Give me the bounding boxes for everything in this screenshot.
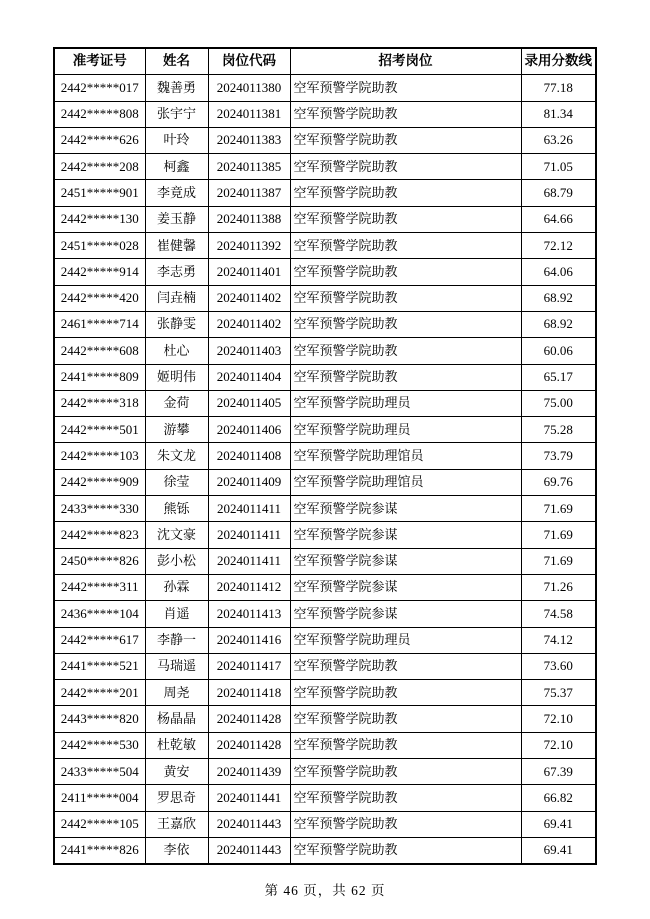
ticket-number-cell: 2442*****105 bbox=[54, 811, 145, 837]
table-row bbox=[54, 811, 596, 837]
name-cell: 杨晶晶 bbox=[145, 706, 208, 732]
score-cell: 65.17 bbox=[521, 364, 596, 390]
position-title-cell: 空军预警学院助教 bbox=[290, 259, 521, 285]
position-title-cell: 空军预警学院助教 bbox=[290, 180, 521, 206]
position-title-cell: 空军预警学院助教 bbox=[290, 206, 521, 232]
position-code-cell: 2024011403 bbox=[208, 338, 290, 364]
table-row bbox=[54, 285, 596, 311]
score-cell: 68.92 bbox=[521, 311, 596, 337]
table-row bbox=[54, 785, 596, 811]
score-cell: 60.06 bbox=[521, 338, 596, 364]
position-title-cell: 空军预警学院助理员 bbox=[290, 627, 521, 653]
position-code-cell: 2024011388 bbox=[208, 206, 290, 232]
score-cell: 69.41 bbox=[521, 837, 596, 864]
name-cell: 罗思奇 bbox=[145, 785, 208, 811]
position-title-cell: 空军预警学院助理员 bbox=[290, 417, 521, 443]
score-cell: 74.58 bbox=[521, 601, 596, 627]
score-cell: 69.41 bbox=[521, 811, 596, 837]
position-title-cell: 空军预警学院助理员 bbox=[290, 390, 521, 416]
name-cell: 魏善勇 bbox=[145, 75, 208, 101]
score-cell: 63.26 bbox=[521, 127, 596, 153]
score-cell: 66.82 bbox=[521, 785, 596, 811]
position-code-cell: 2024011392 bbox=[208, 233, 290, 259]
name-cell: 黄安 bbox=[145, 759, 208, 785]
name-cell: 彭小松 bbox=[145, 548, 208, 574]
position-code-cell: 2024011443 bbox=[208, 811, 290, 837]
table-row bbox=[54, 680, 596, 706]
ticket-number-cell: 2442*****530 bbox=[54, 732, 145, 758]
ticket-number-cell: 2441*****521 bbox=[54, 653, 145, 679]
ticket-number-cell: 2441*****826 bbox=[54, 837, 145, 864]
position-code-cell: 2024011385 bbox=[208, 154, 290, 180]
table-row bbox=[54, 574, 596, 600]
name-cell: 朱文龙 bbox=[145, 443, 208, 469]
table-row bbox=[54, 627, 596, 653]
score-cell: 67.39 bbox=[521, 759, 596, 785]
name-cell: 李依 bbox=[145, 837, 208, 864]
ticket-number-cell: 2442*****617 bbox=[54, 627, 145, 653]
name-cell: 李竟成 bbox=[145, 180, 208, 206]
name-cell: 柯鑫 bbox=[145, 154, 208, 180]
position-title-cell: 空军预警学院参谋 bbox=[290, 496, 521, 522]
position-title-cell: 空军预警学院参谋 bbox=[290, 574, 521, 600]
col-header-ticket-number: 准考证号 bbox=[54, 48, 145, 75]
position-title-cell: 空军预警学院参谋 bbox=[290, 522, 521, 548]
position-code-cell: 2024011411 bbox=[208, 496, 290, 522]
table-row bbox=[54, 496, 596, 522]
position-code-cell: 2024011417 bbox=[208, 653, 290, 679]
name-cell: 叶玲 bbox=[145, 127, 208, 153]
table-row bbox=[54, 417, 596, 443]
ticket-number-cell: 2451*****901 bbox=[54, 180, 145, 206]
position-code-cell: 2024011387 bbox=[208, 180, 290, 206]
position-title-cell: 空军预警学院助教 bbox=[290, 285, 521, 311]
col-header-score-line: 录用分数线 bbox=[521, 48, 596, 75]
table-row bbox=[54, 469, 596, 495]
name-cell: 肖遥 bbox=[145, 601, 208, 627]
position-code-cell: 2024011411 bbox=[208, 522, 290, 548]
position-code-cell: 2024011405 bbox=[208, 390, 290, 416]
score-cell: 69.76 bbox=[521, 469, 596, 495]
position-code-cell: 2024011443 bbox=[208, 837, 290, 864]
name-cell: 杜心 bbox=[145, 338, 208, 364]
ticket-number-cell: 2442*****201 bbox=[54, 680, 145, 706]
position-title-cell: 空军预警学院助教 bbox=[290, 732, 521, 758]
position-code-cell: 2024011381 bbox=[208, 101, 290, 127]
ticket-number-cell: 2442*****808 bbox=[54, 101, 145, 127]
position-code-cell: 2024011416 bbox=[208, 627, 290, 653]
table-row bbox=[54, 75, 596, 101]
position-title-cell: 空军预警学院助教 bbox=[290, 811, 521, 837]
table-row bbox=[54, 154, 596, 180]
ticket-number-cell: 2411*****004 bbox=[54, 785, 145, 811]
position-code-cell: 2024011383 bbox=[208, 127, 290, 153]
position-code-cell: 2024011441 bbox=[208, 785, 290, 811]
page-number-footer: 第 46 页，共 62 页 bbox=[264, 883, 386, 899]
ticket-number-cell: 2442*****909 bbox=[54, 469, 145, 495]
position-title-cell: 空军预警学院助教 bbox=[290, 75, 521, 101]
name-cell: 张宇宁 bbox=[145, 101, 208, 127]
name-cell: 姜玉静 bbox=[145, 206, 208, 232]
table-row bbox=[54, 311, 596, 337]
name-cell: 闫垚楠 bbox=[145, 285, 208, 311]
position-code-cell: 2024011409 bbox=[208, 469, 290, 495]
position-code-cell: 2024011411 bbox=[208, 548, 290, 574]
ticket-number-cell: 2442*****318 bbox=[54, 390, 145, 416]
position-code-cell: 2024011412 bbox=[208, 574, 290, 600]
name-cell: 游攀 bbox=[145, 417, 208, 443]
ticket-number-cell: 2441*****809 bbox=[54, 364, 145, 390]
admission-score-table bbox=[53, 47, 597, 865]
position-code-cell: 2024011402 bbox=[208, 285, 290, 311]
score-cell: 75.28 bbox=[521, 417, 596, 443]
name-cell: 张静雯 bbox=[145, 311, 208, 337]
score-cell: 71.26 bbox=[521, 574, 596, 600]
name-cell: 李静一 bbox=[145, 627, 208, 653]
position-title-cell: 空军预警学院助教 bbox=[290, 837, 521, 864]
ticket-number-cell: 2442*****017 bbox=[54, 75, 145, 101]
name-cell: 沈文豪 bbox=[145, 522, 208, 548]
table-row bbox=[54, 522, 596, 548]
table-row bbox=[54, 837, 596, 864]
ticket-number-cell: 2442*****311 bbox=[54, 574, 145, 600]
table-body bbox=[54, 75, 596, 864]
table-row bbox=[54, 759, 596, 785]
score-cell: 71.05 bbox=[521, 154, 596, 180]
ticket-number-cell: 2451*****028 bbox=[54, 233, 145, 259]
position-code-cell: 2024011428 bbox=[208, 732, 290, 758]
ticket-number-cell: 2442*****501 bbox=[54, 417, 145, 443]
position-code-cell: 2024011408 bbox=[208, 443, 290, 469]
table-row bbox=[54, 338, 596, 364]
name-cell: 姬明伟 bbox=[145, 364, 208, 390]
ticket-number-cell: 2436*****104 bbox=[54, 601, 145, 627]
position-title-cell: 空军预警学院助教 bbox=[290, 101, 521, 127]
position-title-cell: 空军预警学院助教 bbox=[290, 311, 521, 337]
name-cell: 金荷 bbox=[145, 390, 208, 416]
position-code-cell: 2024011439 bbox=[208, 759, 290, 785]
table-row bbox=[54, 233, 596, 259]
position-title-cell: 空军预警学院参谋 bbox=[290, 601, 521, 627]
score-cell: 68.92 bbox=[521, 285, 596, 311]
score-cell: 64.66 bbox=[521, 206, 596, 232]
score-cell: 73.79 bbox=[521, 443, 596, 469]
position-code-cell: 2024011406 bbox=[208, 417, 290, 443]
table-row bbox=[54, 443, 596, 469]
position-title-cell: 空军预警学院助教 bbox=[290, 127, 521, 153]
score-cell: 77.18 bbox=[521, 75, 596, 101]
ticket-number-cell: 2433*****330 bbox=[54, 496, 145, 522]
score-cell: 71.69 bbox=[521, 522, 596, 548]
position-code-cell: 2024011401 bbox=[208, 259, 290, 285]
name-cell: 马瑞遥 bbox=[145, 653, 208, 679]
table-row bbox=[54, 206, 596, 232]
position-code-cell: 2024011380 bbox=[208, 75, 290, 101]
position-code-cell: 2024011402 bbox=[208, 311, 290, 337]
score-cell: 71.69 bbox=[521, 548, 596, 574]
ticket-number-cell: 2442*****208 bbox=[54, 154, 145, 180]
score-cell: 64.06 bbox=[521, 259, 596, 285]
table-row bbox=[54, 601, 596, 627]
position-code-cell: 2024011418 bbox=[208, 680, 290, 706]
position-title-cell: 空军预警学院助理馆员 bbox=[290, 469, 521, 495]
score-cell: 72.10 bbox=[521, 706, 596, 732]
position-code-cell: 2024011428 bbox=[208, 706, 290, 732]
name-cell: 徐莹 bbox=[145, 469, 208, 495]
table-row bbox=[54, 180, 596, 206]
table-row bbox=[54, 390, 596, 416]
ticket-number-cell: 2442*****130 bbox=[54, 206, 145, 232]
col-header-position-title: 招考岗位 bbox=[290, 48, 521, 75]
position-title-cell: 空军预警学院助教 bbox=[290, 154, 521, 180]
position-title-cell: 空军预警学院助教 bbox=[290, 653, 521, 679]
score-cell: 73.60 bbox=[521, 653, 596, 679]
position-title-cell: 空军预警学院助理馆员 bbox=[290, 443, 521, 469]
table-row bbox=[54, 706, 596, 732]
position-title-cell: 空军预警学院助教 bbox=[290, 338, 521, 364]
position-title-cell: 空军预警学院参谋 bbox=[290, 548, 521, 574]
score-cell: 68.79 bbox=[521, 180, 596, 206]
score-cell: 81.34 bbox=[521, 101, 596, 127]
position-title-cell: 空军预警学院助教 bbox=[290, 785, 521, 811]
table-row bbox=[54, 101, 596, 127]
table-row bbox=[54, 259, 596, 285]
ticket-number-cell: 2442*****914 bbox=[54, 259, 145, 285]
ticket-number-cell: 2443*****820 bbox=[54, 706, 145, 732]
position-title-cell: 空军预警学院助教 bbox=[290, 680, 521, 706]
ticket-number-cell: 2450*****826 bbox=[54, 548, 145, 574]
name-cell: 李志勇 bbox=[145, 259, 208, 285]
table-row bbox=[54, 364, 596, 390]
table-row bbox=[54, 732, 596, 758]
col-header-position-code: 岗位代码 bbox=[208, 48, 290, 75]
name-cell: 杜乾敏 bbox=[145, 732, 208, 758]
position-title-cell: 空军预警学院助教 bbox=[290, 706, 521, 732]
name-cell: 周尧 bbox=[145, 680, 208, 706]
score-cell: 72.12 bbox=[521, 233, 596, 259]
position-title-cell: 空军预警学院助教 bbox=[290, 233, 521, 259]
position-code-cell: 2024011404 bbox=[208, 364, 290, 390]
ticket-number-cell: 2442*****420 bbox=[54, 285, 145, 311]
score-cell: 72.10 bbox=[521, 732, 596, 758]
table-row bbox=[54, 127, 596, 153]
name-cell: 王嘉欣 bbox=[145, 811, 208, 837]
ticket-number-cell: 2442*****608 bbox=[54, 338, 145, 364]
table-row bbox=[54, 653, 596, 679]
name-cell: 熊铄 bbox=[145, 496, 208, 522]
position-title-cell: 空军预警学院助教 bbox=[290, 364, 521, 390]
position-code-cell: 2024011413 bbox=[208, 601, 290, 627]
ticket-number-cell: 2433*****504 bbox=[54, 759, 145, 785]
ticket-number-cell: 2442*****823 bbox=[54, 522, 145, 548]
score-cell: 71.69 bbox=[521, 496, 596, 522]
score-cell: 75.37 bbox=[521, 680, 596, 706]
table-header-row bbox=[54, 48, 596, 75]
ticket-number-cell: 2461*****714 bbox=[54, 311, 145, 337]
score-cell: 74.12 bbox=[521, 627, 596, 653]
position-title-cell: 空军预警学院助教 bbox=[290, 759, 521, 785]
score-cell: 75.00 bbox=[521, 390, 596, 416]
ticket-number-cell: 2442*****626 bbox=[54, 127, 145, 153]
table-row bbox=[54, 548, 596, 574]
name-cell: 孙霖 bbox=[145, 574, 208, 600]
ticket-number-cell: 2442*****103 bbox=[54, 443, 145, 469]
col-header-name: 姓名 bbox=[145, 48, 208, 75]
name-cell: 崔健馨 bbox=[145, 233, 208, 259]
